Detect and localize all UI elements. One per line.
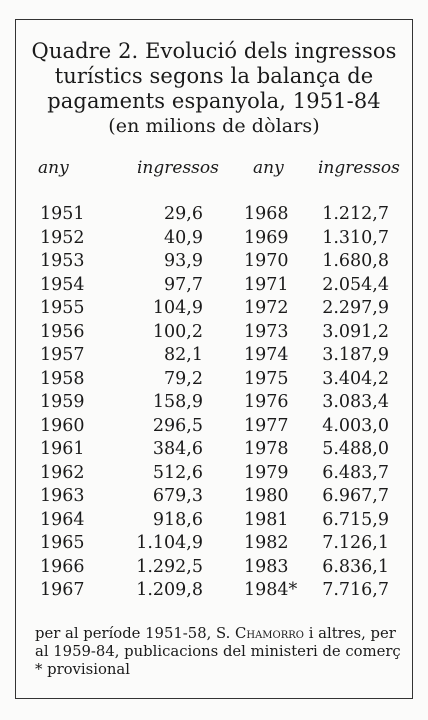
year-cell: 1971 <box>244 274 289 295</box>
income-cell: 679,3 <box>152 486 203 506</box>
year-cell: 1962 <box>40 462 85 483</box>
table-row <box>0 532 428 556</box>
footnote-source-suffix: i altres, per <box>304 625 396 642</box>
table-row <box>0 344 428 368</box>
title-line-2: turístics segons la balança de <box>54 64 374 88</box>
table-row <box>0 274 428 298</box>
year-cell: 1978 <box>244 439 289 459</box>
income-cell: 6.483,7 <box>322 462 389 483</box>
year-cell: 1977 <box>244 415 289 436</box>
table-row <box>0 368 428 392</box>
year-cell: 1957 <box>40 345 85 365</box>
year-cell: 1954 <box>40 274 85 295</box>
year-cell: 1951 <box>40 204 85 224</box>
income-cell: 104,9 <box>152 298 203 318</box>
income-cell: 3.083,4 <box>322 392 389 412</box>
income-cell: 7.126,1 <box>322 533 389 553</box>
year-cell: 1966 <box>40 556 85 577</box>
income-cell: 1.680,8 <box>322 251 389 271</box>
footnote-author: Chamorro <box>235 625 305 642</box>
year-cell: 1980 <box>244 486 289 506</box>
year-cell: 1982 <box>244 533 289 553</box>
income-cell: 2.297,9 <box>322 298 389 318</box>
table-row <box>0 556 428 580</box>
income-cell: 1.310,7 <box>322 227 389 248</box>
table-row <box>0 250 428 274</box>
year-cell: 1955 <box>40 298 85 318</box>
year-cell: 1952 <box>40 227 85 248</box>
income-cell: 29,6 <box>164 204 203 224</box>
income-cell: 100,2 <box>152 321 203 342</box>
year-cell: 1968 <box>244 204 289 224</box>
table-body <box>0 203 428 603</box>
income-cell: 40,9 <box>164 227 203 248</box>
income-cell: 79,2 <box>164 368 203 389</box>
year-cell: 1959 <box>40 392 85 412</box>
year-cell: 1964 <box>40 509 85 530</box>
income-cell: 158,9 <box>152 392 203 412</box>
income-cell: 512,6 <box>152 462 203 483</box>
table-row <box>0 415 428 439</box>
income-cell: 6.967,7 <box>322 486 389 506</box>
table-row <box>0 203 428 227</box>
table-row <box>0 438 428 462</box>
year-cell: 1984* <box>244 580 298 600</box>
income-cell: 97,7 <box>164 274 203 295</box>
year-cell: 1975 <box>244 368 289 389</box>
footnote-line-3: * provisional <box>35 661 130 678</box>
year-cell: 1965 <box>40 533 85 553</box>
header-year-right: any <box>253 158 284 178</box>
footnote-source-prefix: per al període 1951-58, S. <box>35 625 236 642</box>
year-cell: 1963 <box>40 486 85 506</box>
table-row <box>0 509 428 533</box>
footnote <box>35 625 405 679</box>
table-row <box>0 391 428 415</box>
header-year-left: any <box>38 158 69 178</box>
year-cell: 1958 <box>40 368 85 389</box>
table-row <box>0 227 428 251</box>
income-cell: 1.212,7 <box>322 204 389 224</box>
income-cell: 2.054,4 <box>322 274 389 295</box>
income-cell: 1.104,9 <box>136 533 203 553</box>
footnote-line-1 <box>35 625 405 643</box>
table-title <box>16 39 412 139</box>
year-cell: 1974 <box>244 345 289 365</box>
header-income-left: ingressos <box>137 158 219 178</box>
year-cell: 1970 <box>244 251 289 271</box>
header-income-right: ingressos <box>318 158 400 178</box>
table-row <box>0 297 428 321</box>
year-cell: 1972 <box>244 298 289 318</box>
table-row <box>0 462 428 486</box>
table-row <box>0 579 428 603</box>
income-cell: 93,9 <box>164 251 203 271</box>
table-row <box>0 485 428 509</box>
year-cell: 1960 <box>40 415 85 436</box>
year-cell: 1983 <box>244 556 289 577</box>
year-cell: 1976 <box>244 392 289 412</box>
year-cell: 1979 <box>244 462 289 483</box>
income-cell: 3.404,2 <box>322 368 389 389</box>
year-cell: 1953 <box>40 251 85 271</box>
table-row <box>0 321 428 345</box>
income-cell: 7.716,7 <box>322 580 389 600</box>
income-cell: 5.488,0 <box>322 439 389 459</box>
footnote-line-2: al 1959-84, publicacions del ministeri de comerç <box>35 643 401 660</box>
title-units: (en milions de dòlars) <box>108 115 320 137</box>
year-cell: 1973 <box>244 321 289 342</box>
income-cell: 4.003,0 <box>322 415 389 436</box>
income-cell: 3.091,2 <box>322 321 389 342</box>
title-line-3: pagaments espanyola, 1951-84 <box>47 89 381 113</box>
income-cell: 6.836,1 <box>322 556 389 577</box>
income-cell: 384,6 <box>152 439 203 459</box>
income-cell: 1.209,8 <box>136 580 203 600</box>
income-cell: 6.715,9 <box>322 509 389 530</box>
year-cell: 1956 <box>40 321 85 342</box>
year-cell: 1969 <box>244 227 289 248</box>
year-cell: 1961 <box>40 439 85 459</box>
title-line-1: Quadre 2. Evolució dels ingressos <box>31 39 397 63</box>
income-cell: 3.187,9 <box>322 345 389 365</box>
income-cell: 296,5 <box>152 415 203 436</box>
income-cell: 82,1 <box>164 345 203 365</box>
year-cell: 1967 <box>40 580 85 600</box>
income-cell: 1.292,5 <box>136 556 203 577</box>
year-cell: 1981 <box>244 509 289 530</box>
income-cell: 918,6 <box>152 509 203 530</box>
